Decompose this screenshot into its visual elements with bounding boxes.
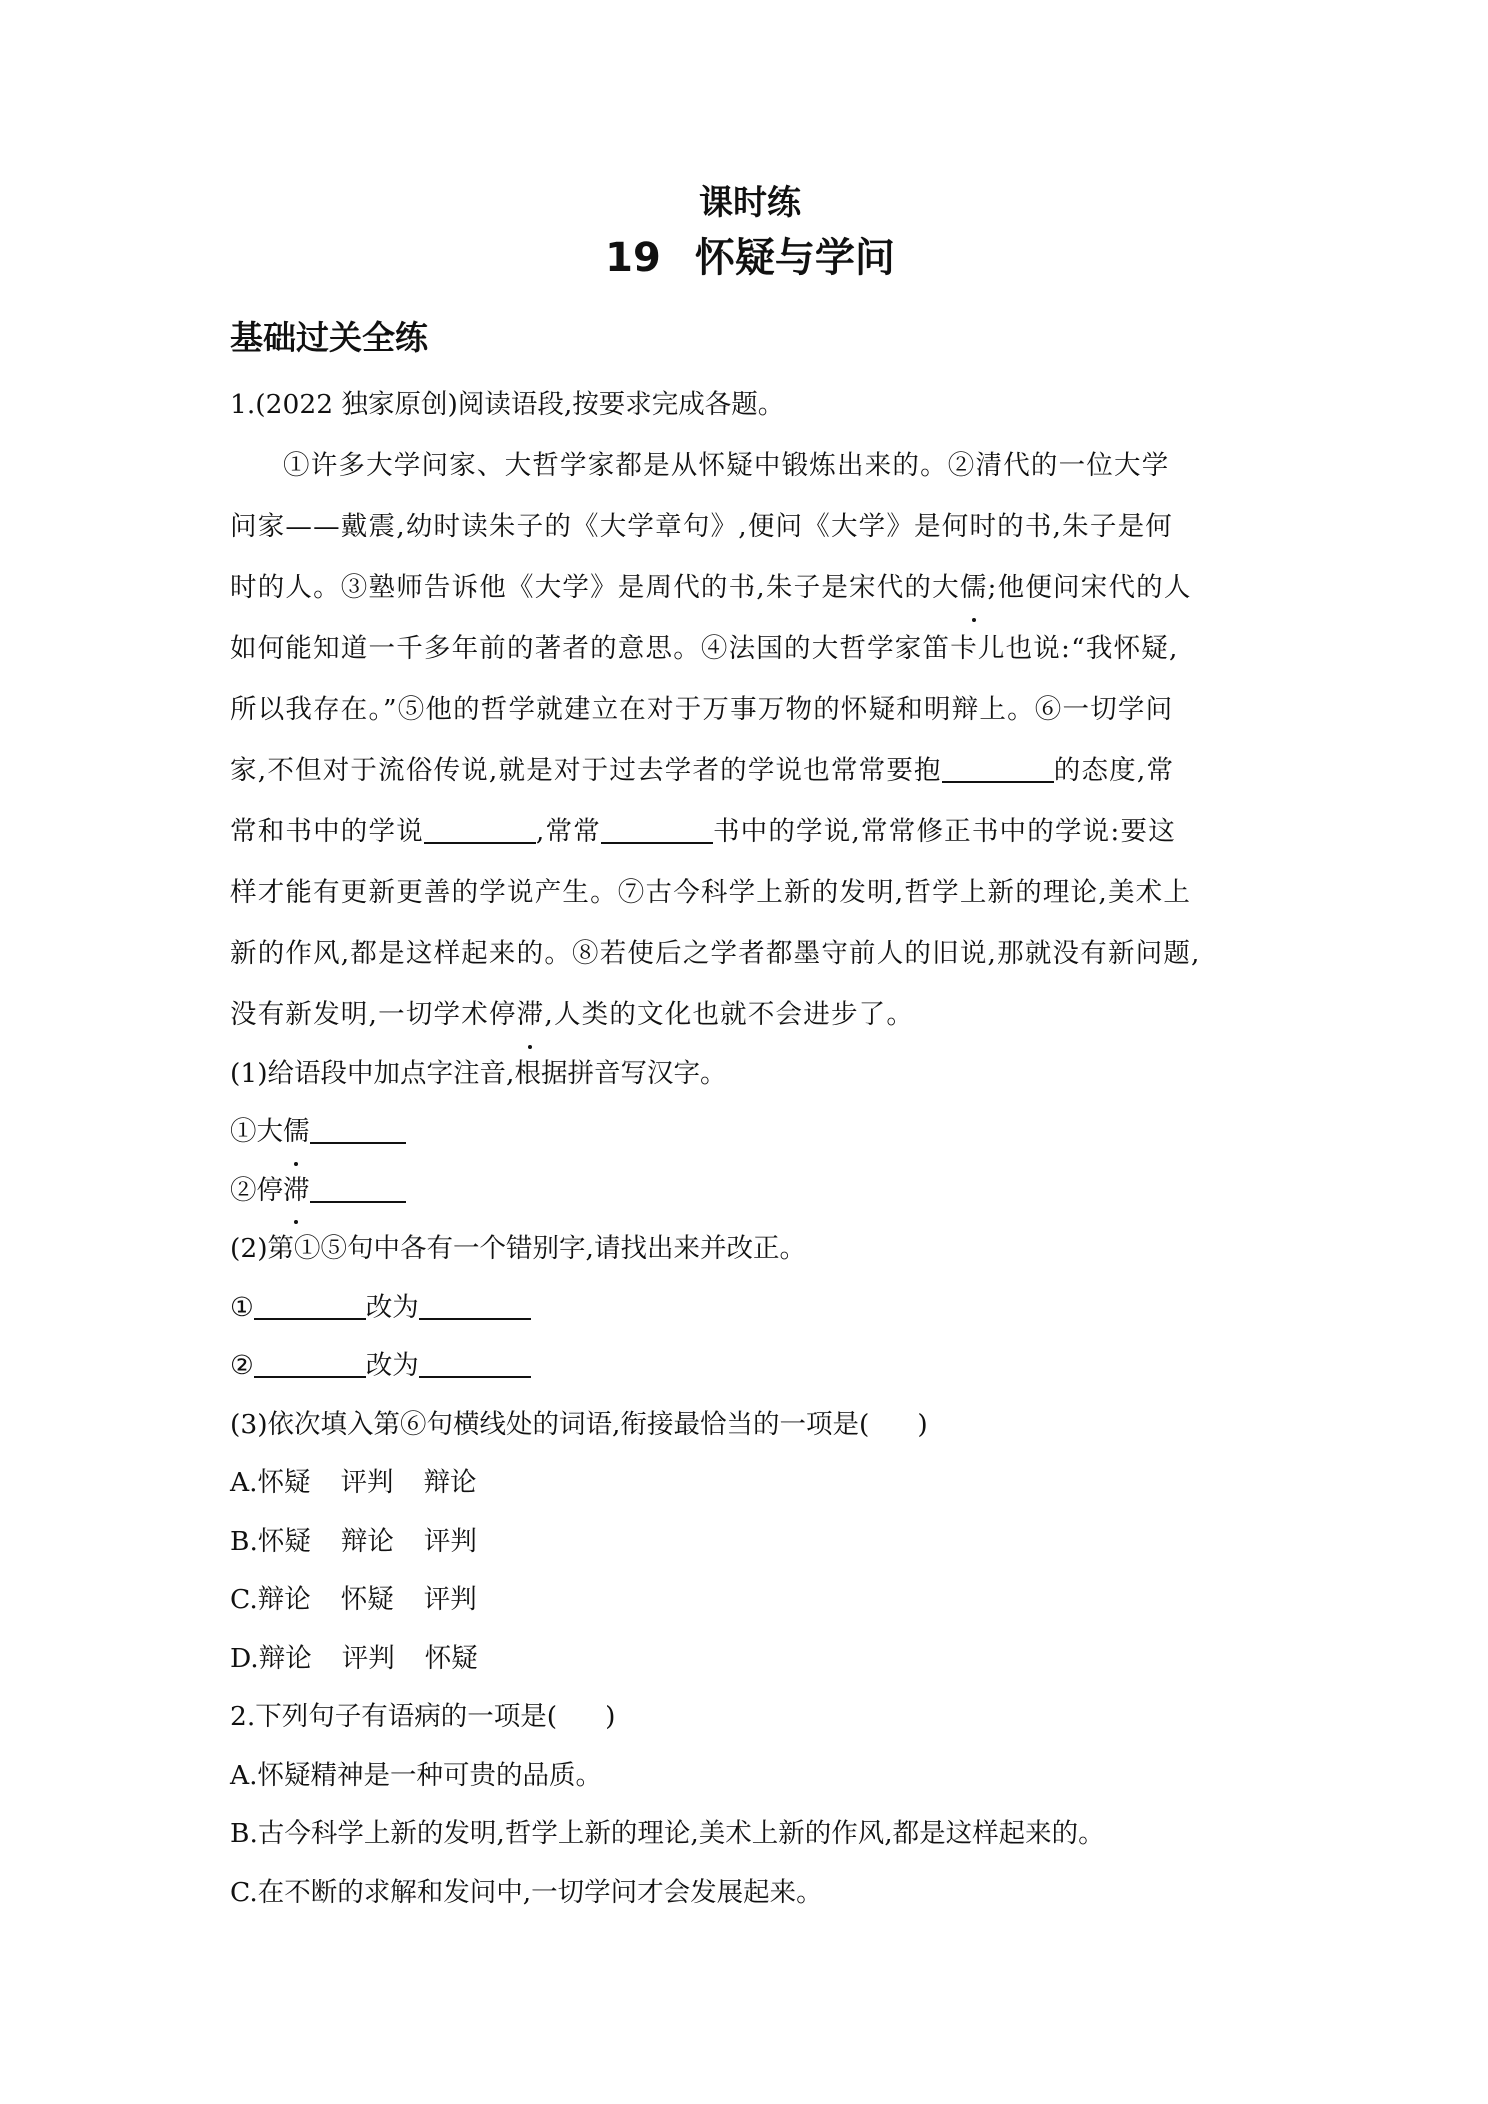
option-word: 评判 (340, 1467, 394, 1498)
stem-text: 2.下列句子有语病的一项是( (230, 1701, 558, 1732)
option-word: 辩论 (257, 1584, 311, 1615)
passage-line: ①许多大学问家、大哲学家都是从怀疑中锻炼出来的。②清代的一位大学 (283, 449, 1170, 481)
q1-sub1-item2 (230, 1162, 1270, 1221)
fill-blank[interactable] (942, 755, 1054, 783)
option-word: 怀疑 (340, 1584, 394, 1615)
dotted-char: 滞 (517, 984, 545, 1045)
option-word: 怀疑 (257, 1525, 311, 1557)
option-word: 辩论 (340, 1525, 394, 1557)
dotted-char: 儒 (283, 1103, 310, 1162)
q1-option-d (230, 1630, 1270, 1689)
section-title: 基础过关全练 (230, 318, 428, 357)
q1-sub2-item1 (230, 1279, 1270, 1338)
item-marker: ① (230, 1291, 254, 1323)
passage-line: 新的作风,都是这样起来的。⑧若使后之学者都墨守前人的旧说,那就没有新问题, (230, 937, 1201, 969)
item-text: ②停 (230, 1174, 283, 1206)
wrong-char-blank[interactable] (254, 1292, 366, 1320)
worksheet-page (230, 178, 1270, 1922)
stem-text: (3)依次填入第⑥句横线处的词语,衔接最恰当的一项是( (230, 1408, 870, 1440)
passage-line (230, 984, 1270, 1045)
stem-close: ) (605, 1701, 616, 1732)
passage-line: 如何能知道一千多年前的著者的意思。④法国的大哲学家笛卡儿也说:“我怀疑, (230, 632, 1179, 664)
correct-char-blank[interactable] (419, 1350, 531, 1378)
option-letter: C. (230, 1584, 258, 1615)
q1-sub2-item2 (230, 1337, 1270, 1396)
option-word: 辩论 (423, 1467, 477, 1498)
dotted-char: 儒 (960, 557, 988, 618)
passage-line: 问家——戴震,幼时读朱子的《大学章句》,便问《大学》是何时的书,朱子是何 (230, 510, 1173, 542)
q1-sub1-item1 (230, 1103, 1270, 1162)
worksheet-title: 课时练 (699, 183, 801, 223)
correct-char-blank[interactable] (419, 1292, 531, 1320)
lesson-name: 怀疑与学问 (694, 235, 895, 281)
passage-text: 常和书中的学说 (230, 815, 424, 847)
passage-line: 样才能有更新更善的学说产生。⑦古今科学上新的发明,哲学上新的理论,美术上 (230, 876, 1192, 908)
q1-sub1-stem: (1)给语段中加点字注音,根据拼音写汉字。 (230, 1057, 727, 1089)
passage-line: 所以我存在。”⑤他的哲学就建立在对于万事万物的怀疑和明辩上。⑥一切学问 (230, 693, 1174, 725)
option-word: 辩论 (258, 1642, 312, 1674)
fill-blank[interactable] (424, 816, 536, 844)
fill-blank[interactable] (601, 816, 713, 844)
dotted-char: 滞 (283, 1162, 310, 1221)
option-word: 评判 (423, 1525, 477, 1557)
q1-option-a (230, 1454, 1270, 1513)
stem-close: ) (917, 1408, 928, 1440)
q1-option-b (230, 1513, 1270, 1572)
passage-line (230, 801, 1270, 862)
item-marker: ② (230, 1350, 254, 1381)
q1-passage (230, 435, 1270, 1045)
passage-text: ,人类的文化也就不会进步了。 (544, 998, 915, 1030)
q2-stem (230, 1688, 1270, 1747)
answer-blank[interactable] (310, 1116, 406, 1144)
q2-option-a: A.怀疑精神是一种可贵的品质。 (230, 1759, 603, 1791)
passage-line (230, 740, 1270, 801)
change-to-label: 改为 (365, 1350, 419, 1381)
passage-text: 书中的学说,常常修正书中的学说:要这 (712, 815, 1176, 847)
q1-sub3-stem (230, 1396, 1270, 1455)
q2-option-c: C.在不断的求解和发问中,一切学问才会发展起来。 (230, 1876, 823, 1908)
passage-text: ,常常 (535, 815, 601, 847)
option-letter: A. (230, 1467, 258, 1498)
lesson-number: 19 (605, 235, 661, 281)
option-letter: B. (230, 1525, 258, 1557)
option-word: 评判 (423, 1584, 477, 1615)
option-letter: D. (230, 1642, 259, 1674)
q1-stem: 1.(2022 独家原创)阅读语段,按要求完成各题。 (230, 389, 785, 420)
change-to-label: 改为 (365, 1291, 419, 1323)
passage-line (230, 557, 1270, 618)
option-word: 怀疑 (257, 1467, 311, 1498)
passage-text: 的态度,常 (1053, 754, 1175, 786)
item-text: ①大 (230, 1116, 283, 1147)
wrong-char-blank[interactable] (254, 1350, 366, 1378)
passage-text: ;他便问宋代的人 (987, 571, 1192, 603)
passage-text: 家,不但对于流俗传说,就是对于过去学者的学说也常常要抱 (230, 754, 942, 786)
q2-option-b: B.古今科学上新的发明,哲学上新的理论,美术上新的作风,都是这样起来的。 (230, 1818, 1105, 1849)
q1-option-c (230, 1571, 1270, 1630)
answer-blank[interactable] (310, 1175, 406, 1203)
lesson-title (230, 228, 1270, 288)
passage-text: 没有新发明,一切学术停 (230, 998, 517, 1030)
q1-sub2-stem: (2)第①⑤句中各有一个错别字,请找出来并改正。 (230, 1233, 806, 1264)
option-word: 怀疑 (424, 1642, 478, 1674)
option-word: 评判 (341, 1642, 395, 1674)
passage-text: 时的人。③塾师告诉他《大学》是周代的书,朱子是宋代的大 (230, 571, 960, 603)
